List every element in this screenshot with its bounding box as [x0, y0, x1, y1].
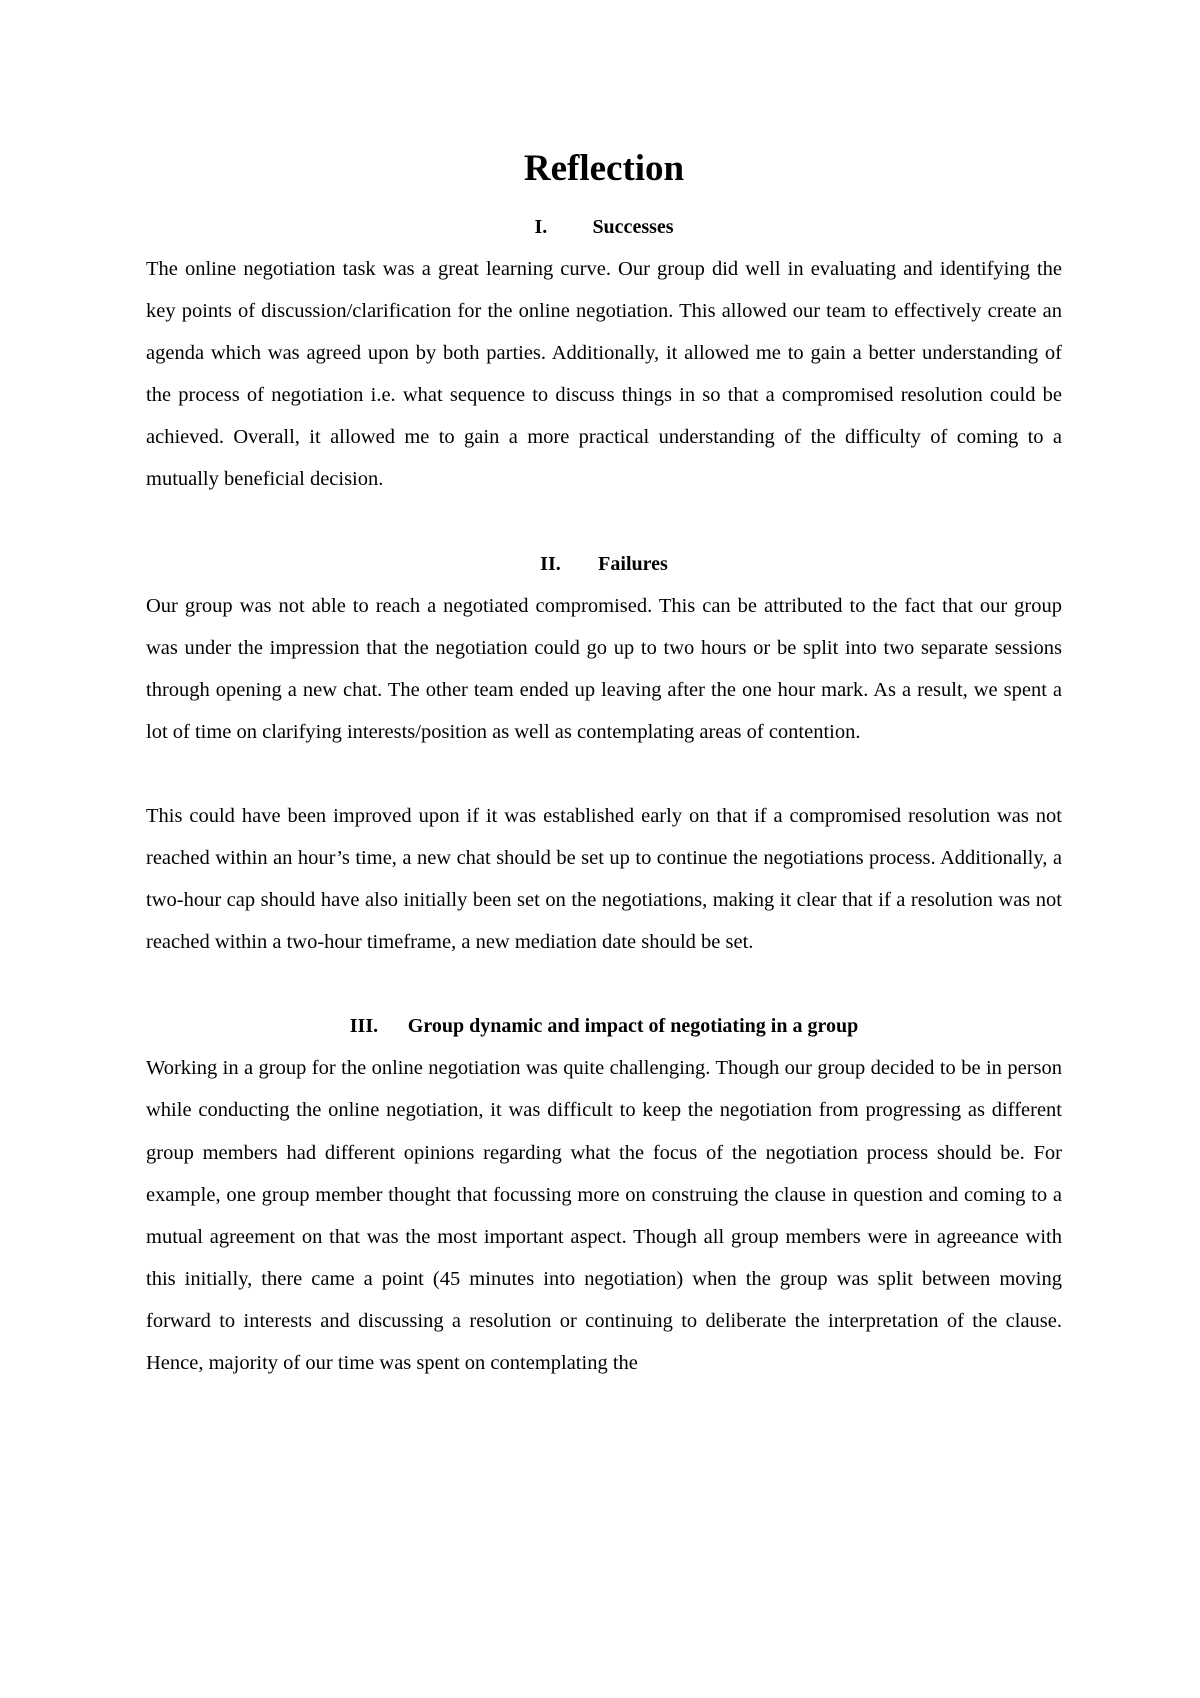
section-number: I.: [534, 216, 548, 238]
section-heading-group-dynamic: [146, 1005, 1062, 1047]
paragraph-failures-1: Our group was not able to reach a negotiated compromised. This can be attributed to the fact that our group was under the impression that the negotiation could go up to two hours or be split into two separate sessions through opening a new chat. The other team ended up leaving after the one hour mark. As a result, we spent a lot of time on clarifying interests/position as well as contemplating areas of contention.: [146, 594, 1062, 743]
document-title: Reflection: [523, 148, 685, 189]
document-body: [146, 142, 1062, 1384]
section-title: Failures: [598, 552, 668, 575]
paragraph-successes: The online negotiation task was a great learning curve. Our group did well in evaluating and identifying the key points of discussion/clarification for the online negotiation. This allowed our team to effectively create an agenda which was agreed upon by both parties. Additionally, it allowed me to gain a better understanding of the process of negotiation i.e. what sequence to discuss things in so that a compromised resolution could be achieved. Overall, it allowed me to gain a more practical understanding of the difficulty of coming to a mutually beneficial decision.: [146, 258, 1062, 491]
section-number: II.: [540, 552, 561, 575]
section-title: Successes: [592, 216, 674, 238]
paragraph-failures-2: This could have been improved upon if it was established early on that if a compromised resolution was not reached within an hour’s time, a new chat should be set up to continue the negotiations process. Additionally, a two-hour cap should have also initially been set on the negotiations, making it clear that if a resolution was not reached within a two-hour timeframe, a new mediation date should be set.: [146, 804, 1062, 954]
section-number: III.: [349, 1015, 379, 1038]
section-title: Group dynamic and impact of negotiating in a group: [407, 1015, 859, 1038]
paragraph-group-dynamic: Working in a group for the online negotiation was quite challenging. Though our group decided to be in person while conducting the online negotiation, it was difficult to keep the negotiation from progressing as different group members had different opinions regarding what the focus of the negotiation process should be. For example, one group member thought that focussing more on construing the clause in question and coming to a mutual agreement on that was the most important aspect. Though all group members were in agreeance with this initially, there came a point (45 minutes into negotiation) when the group was split between moving forward to interests and discussing a resolution or continuing to deliberate the interpretation of the clause. Hence, majority of our time was spent on contemplating the: [146, 1057, 1062, 1374]
section-heading-failures: [146, 543, 1062, 585]
section-heading-successes: [146, 206, 1062, 248]
